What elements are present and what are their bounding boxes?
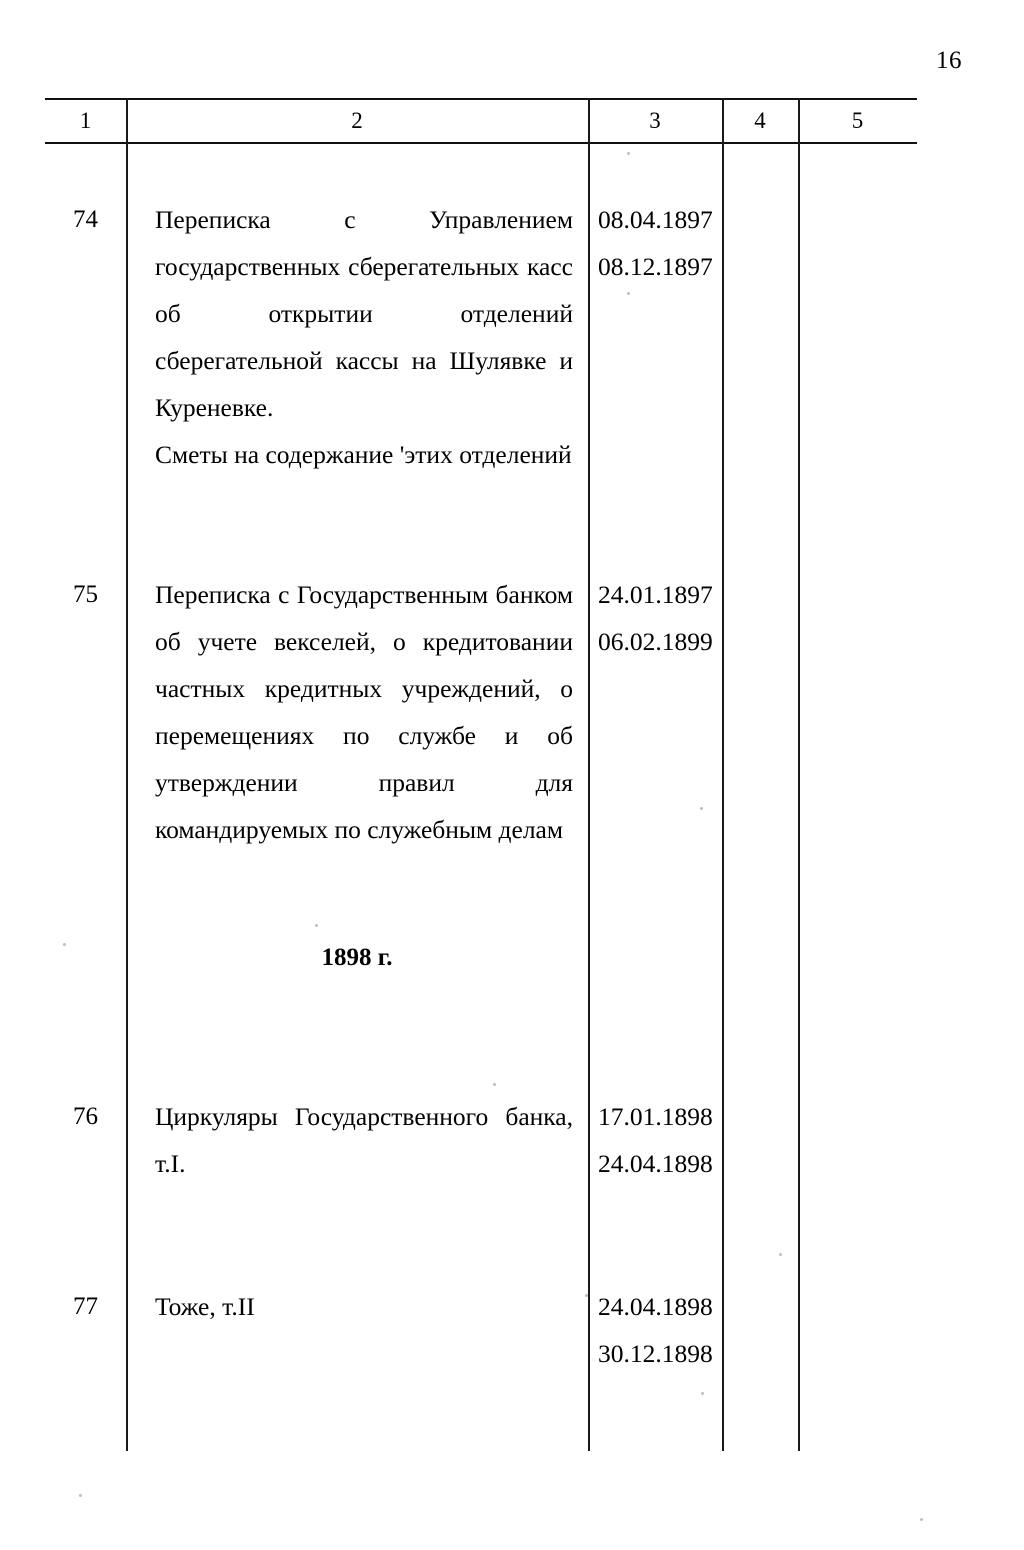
table-header-bottom-rule bbox=[45, 142, 917, 144]
row-dates bbox=[594, 1283, 722, 1377]
description-paragraph: Циркуляры Государственного банка, т.I. bbox=[155, 1102, 573, 1178]
date-end: 30.12.1898 bbox=[598, 1339, 713, 1368]
row-number: 74 bbox=[73, 206, 98, 233]
scan-speck bbox=[585, 1294, 588, 1297]
date-start: 17.01.1898 bbox=[598, 1102, 713, 1131]
column-divider-4 bbox=[798, 98, 800, 1451]
scan-speck bbox=[779, 1253, 782, 1256]
scan-speck bbox=[63, 943, 66, 946]
date-end: 06.02.1899 bbox=[598, 627, 713, 656]
scan-speck bbox=[493, 1083, 496, 1086]
scan-speck bbox=[627, 292, 630, 295]
row-description bbox=[155, 196, 573, 478]
date-start: 24.04.1898 bbox=[598, 1292, 713, 1321]
row-description bbox=[155, 571, 573, 853]
column-header-5: 5 bbox=[851, 108, 864, 133]
page-number: 16 bbox=[936, 47, 962, 74]
date-end: 24.04.1898 bbox=[598, 1149, 713, 1178]
date-end: 08.12.1897 bbox=[598, 252, 713, 281]
table-top-rule bbox=[45, 98, 917, 100]
scan-speck bbox=[700, 807, 703, 810]
row-number: 76 bbox=[73, 1103, 98, 1130]
row-number: 77 bbox=[73, 1293, 98, 1320]
description-paragraph: Тоже, т.II bbox=[155, 1292, 255, 1321]
column-divider-3 bbox=[722, 98, 724, 1451]
year-section-heading: 1898 г. bbox=[321, 944, 393, 971]
column-header-1: 1 bbox=[79, 108, 92, 133]
row-dates bbox=[594, 571, 722, 665]
column-header-3: 3 bbox=[649, 108, 661, 133]
description-paragraph: Переписка с Государственным банком об учете векселей, о кредитовании частных кредитных учреждений, о перемещениях по службе и об утверждении правил для командируемых по служебным делам bbox=[155, 580, 573, 844]
scan-speck bbox=[627, 152, 630, 155]
scan-speck bbox=[701, 1392, 704, 1395]
date-start: 08.04.1897 bbox=[598, 205, 713, 234]
inventory-table bbox=[45, 98, 917, 1453]
row-dates bbox=[594, 196, 722, 290]
row-number: 75 bbox=[73, 581, 98, 608]
scan-speck bbox=[315, 924, 318, 927]
column-divider-1 bbox=[126, 98, 128, 1451]
column-divider-2 bbox=[588, 98, 590, 1451]
column-header-2: 2 bbox=[351, 108, 363, 133]
row-dates bbox=[594, 1093, 722, 1187]
row-description bbox=[155, 1283, 573, 1330]
column-header-4: 4 bbox=[754, 108, 766, 133]
description-paragraph: Сметы на содержание 'этих отделений bbox=[155, 440, 572, 469]
row-description bbox=[155, 1093, 573, 1187]
description-paragraph: Переписка с Управлением государственных сберегательных касс об открытии отделений сберегательной кассы на Шулявке и Куреневке. bbox=[155, 205, 573, 422]
scan-speck bbox=[920, 1518, 923, 1521]
date-start: 24.01.1897 bbox=[598, 580, 713, 609]
scan-speck bbox=[79, 1494, 82, 1497]
